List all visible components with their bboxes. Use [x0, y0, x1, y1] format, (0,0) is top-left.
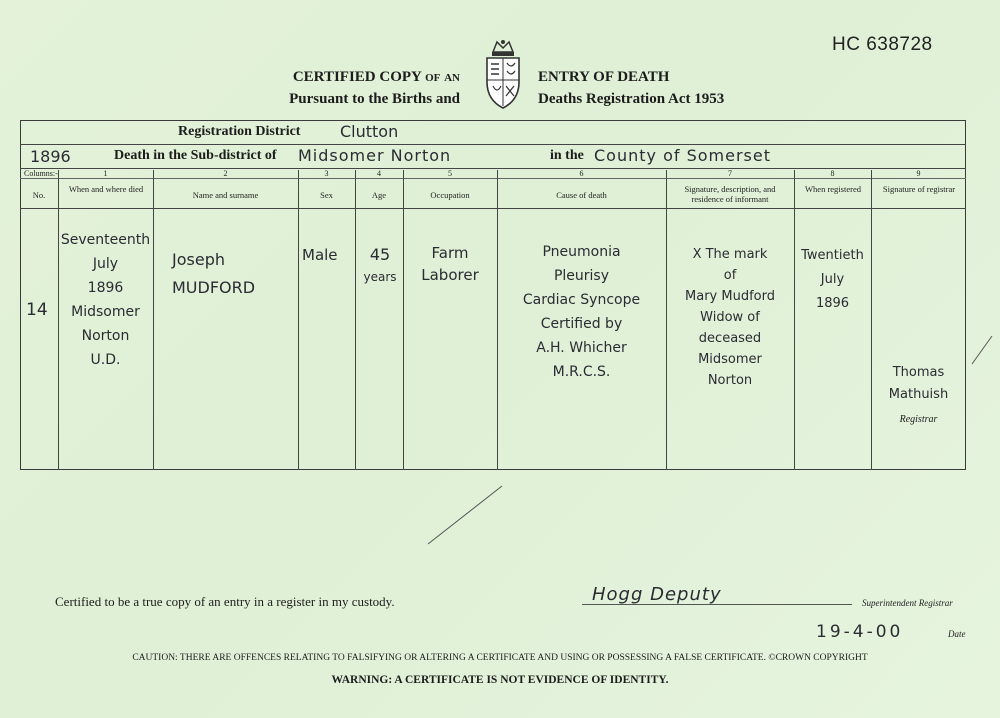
entry-year: 1896	[30, 147, 71, 166]
cell-when-where	[58, 228, 153, 372]
registrar-line: Thomas	[892, 365, 945, 380]
informant-line: Widow of	[700, 310, 760, 325]
col-header-6: Cause of death	[556, 190, 607, 200]
divider-colnums	[20, 178, 966, 179]
cell-registered	[794, 244, 871, 316]
entry-number: 14	[26, 300, 48, 320]
caution-text: CAUTION: THERE ARE OFFENCES RELATING TO FALSIFYING OR ALTERING A CERTIFICATE AND USING OR POSSESSING A FALSE CERTIFICATE. ©CROWN COPYRIGHT	[132, 653, 868, 663]
col-header-4: Age	[371, 190, 387, 200]
col-header-3: Sex	[320, 190, 333, 200]
col-num-7: 7	[728, 169, 732, 178]
heading-left	[230, 66, 460, 110]
informant-line: Mary Mudford	[685, 289, 775, 304]
cause-line: Pneumonia	[542, 244, 621, 260]
when-where-line: Midsomer	[71, 304, 140, 320]
age-unit: years	[363, 270, 397, 284]
col-header-9: Signature of registrar	[882, 184, 956, 194]
col-line	[403, 170, 404, 470]
informant-line: deceased	[698, 331, 762, 346]
heading-right	[538, 66, 798, 110]
heading-left-line2: Pursuant to the Births and	[289, 91, 460, 107]
registrar-title: Registrar	[899, 414, 938, 425]
name-surname: MUDFORD	[172, 278, 256, 297]
cause-line: Certified by	[540, 316, 623, 332]
registered-line: July	[820, 272, 845, 287]
heading-right-line2: Deaths Registration Act 1953	[538, 91, 725, 107]
col-num-9: 9	[916, 169, 921, 178]
county-label: in the	[550, 148, 584, 163]
certified-text: Certified to be a true copy of an entry in a register in my custody.	[55, 594, 395, 609]
col-header-5: Occupation	[430, 190, 470, 200]
columns-label: Columns:-	[24, 169, 58, 178]
subdistrict-label: Death in the Sub-district of	[114, 148, 277, 163]
when-where-line: July	[92, 256, 119, 272]
when-where-line: U.D.	[90, 352, 121, 368]
occupation-line: Laborer	[421, 266, 479, 284]
occupation-line: Farm	[431, 244, 469, 262]
col-num-8: 8	[830, 169, 835, 178]
cause-line: Cardiac Syncope	[522, 292, 641, 308]
when-where-line: Norton	[81, 328, 130, 344]
date-label: Date	[948, 629, 966, 639]
informant-line: Midsomer	[698, 352, 762, 367]
col-header-8: When registered	[805, 184, 861, 194]
cell-age	[357, 244, 403, 288]
cell-sex: Male	[302, 246, 338, 264]
col-header-1: When and where died	[68, 184, 144, 194]
heading-right-line1: ENTRY OF DEATH	[538, 69, 670, 85]
cause-line: Pleurisy	[553, 268, 610, 284]
col-header-no: No.	[32, 190, 46, 200]
col-header-2: Name and surname	[192, 190, 259, 200]
age-number: 45	[369, 245, 391, 264]
cell-occupation	[403, 242, 497, 286]
col-num-3: 3	[324, 169, 329, 178]
certificate-number: HC 638728	[832, 34, 933, 55]
col-header-7: Signature, description, and residence of informant	[684, 184, 776, 204]
col-line	[355, 170, 356, 470]
col-num-2: 2	[223, 169, 228, 178]
royal-crest-icon	[473, 38, 533, 110]
col-line	[153, 170, 154, 470]
cell-registrar	[871, 362, 966, 406]
subdistrict-value: Midsomer Norton	[298, 146, 452, 165]
cause-line: M.R.C.S.	[552, 364, 611, 380]
district-value: Clutton	[340, 122, 399, 141]
date-value: 19-4-00	[816, 622, 904, 642]
cell-name	[172, 246, 255, 302]
col-line	[298, 170, 299, 470]
name-forename: Joseph	[172, 250, 225, 269]
superintendent-signature: Hogg Deputy	[592, 584, 722, 605]
heading-left-line1: CERTIFIED COPY of an	[292, 69, 460, 85]
pen-stroke-icon	[420, 480, 510, 550]
col-num-4: 4	[377, 169, 381, 178]
when-where-line: Seventeenth	[60, 232, 151, 248]
informant-line: Norton	[707, 373, 753, 388]
pen-tick-icon	[968, 330, 998, 370]
col-num-6: 6	[579, 169, 584, 178]
registered-line: Twentieth	[801, 248, 864, 263]
cell-informant	[666, 244, 794, 391]
col-line	[794, 170, 795, 470]
divider-district	[20, 144, 966, 145]
col-num-1: 1	[103, 169, 108, 178]
divider-headers	[20, 208, 966, 209]
informant-line: of	[723, 268, 737, 283]
cell-cause	[497, 240, 666, 384]
registered-line: 1896	[815, 296, 850, 311]
informant-line: X The mark	[692, 247, 768, 262]
registrar-line: Mathuish	[888, 387, 949, 402]
district-label: Registration District	[178, 124, 301, 139]
superintendent-label: Superintendent Registrar	[862, 598, 953, 608]
county-value: County of Somerset	[594, 146, 771, 165]
warning-text: WARNING: A CERTIFICATE IS NOT EVIDENCE OF IDENTITY.	[331, 674, 669, 686]
col-num-5: 5	[448, 169, 452, 178]
col-line	[871, 170, 872, 470]
when-where-line: 1896	[87, 280, 124, 296]
cause-line: A.H. Whicher	[536, 340, 627, 356]
